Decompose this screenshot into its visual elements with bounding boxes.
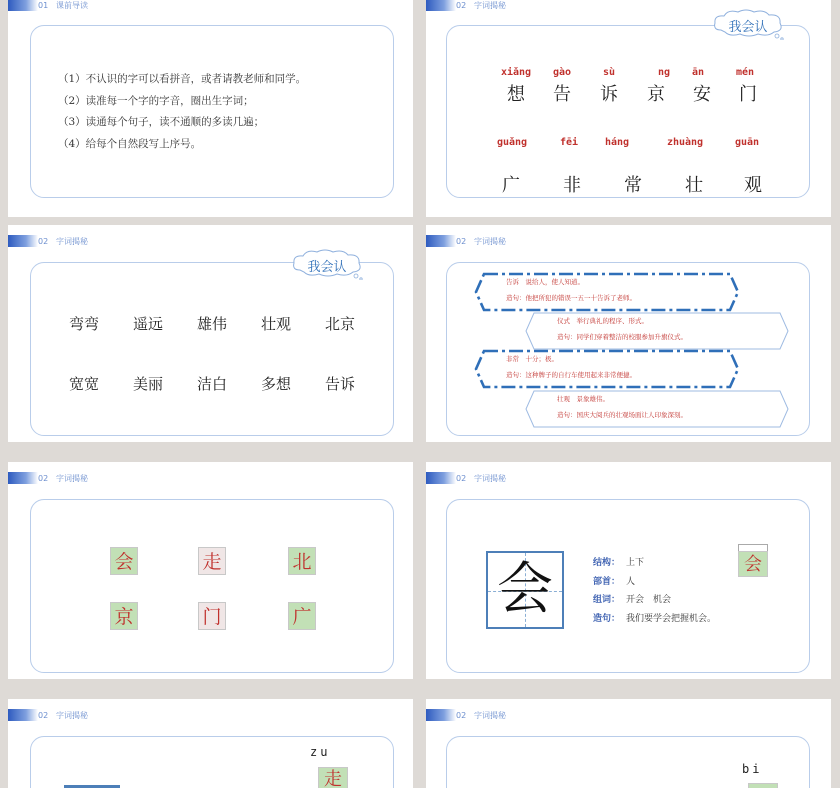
header-title: 字词揭秘 bbox=[474, 0, 506, 10]
hanzi: 门 bbox=[739, 84, 757, 105]
guide-line: （3）读通每个句子，读不通顺的多读几遍； bbox=[58, 116, 265, 128]
char-tile[interactable]: 会 bbox=[110, 547, 138, 575]
slide-6[interactable] bbox=[426, 462, 831, 679]
slide-header bbox=[426, 234, 506, 248]
header-number: 01 bbox=[38, 0, 49, 10]
slide-5[interactable] bbox=[8, 462, 413, 679]
pinyin-label: zu bbox=[310, 745, 331, 759]
vocab-word: 遥远 bbox=[132, 315, 163, 333]
hanzi: 非 bbox=[563, 175, 581, 196]
example-sentence: 造句：他把所犯的错误一五一十告诉了老师。 bbox=[506, 294, 636, 302]
big-character: 会 bbox=[497, 557, 553, 622]
slide-2[interactable] bbox=[426, 0, 831, 217]
definition-item bbox=[557, 313, 687, 345]
example-sentence: 造句：国庆大阅兵的壮观场面让人印象深刻。 bbox=[557, 411, 687, 419]
info-key: 组词： bbox=[593, 595, 621, 605]
cloud-bubble bbox=[711, 8, 785, 40]
header-bar bbox=[426, 235, 456, 247]
character-grid bbox=[486, 551, 564, 629]
hanzi: 京 bbox=[647, 84, 665, 105]
vocab-word: 美丽 bbox=[132, 375, 163, 393]
slide-header bbox=[8, 0, 88, 12]
content-frame bbox=[30, 499, 394, 673]
header-title: 字词揭秘 bbox=[56, 236, 88, 246]
header-number: 02 bbox=[456, 0, 467, 10]
tile-bracket bbox=[738, 544, 768, 551]
char-tile[interactable]: 会 bbox=[738, 551, 768, 577]
pinyin: ān bbox=[691, 67, 705, 78]
header-title: 字词揭秘 bbox=[56, 473, 88, 483]
char-tile[interactable]: 广 bbox=[288, 602, 316, 630]
vocab-word: 北京 bbox=[324, 315, 355, 333]
header-number: 02 bbox=[38, 236, 49, 246]
guide-line: （4）给每个自然段写上序号。 bbox=[58, 137, 202, 150]
pinyin: guān bbox=[734, 137, 760, 148]
definition-item bbox=[506, 351, 636, 383]
header-bar bbox=[8, 235, 38, 247]
example-sentence: 造句：同学们穿着整洁的校服参加升旗仪式。 bbox=[557, 333, 687, 341]
header-title: 字词揭秘 bbox=[56, 710, 88, 720]
vocab-word: 宽宽 bbox=[68, 375, 99, 393]
header-number: 02 bbox=[456, 710, 467, 720]
info-key: 结构： bbox=[593, 558, 621, 568]
definition-text: 告诉 说给人，使人知道。 bbox=[506, 278, 584, 286]
hanzi: 广 bbox=[502, 175, 520, 196]
header-title: 课前导读 bbox=[56, 0, 88, 10]
slide-header bbox=[8, 708, 88, 722]
char-tile[interactable]: 门 bbox=[198, 602, 226, 630]
char-tile[interactable]: 京 bbox=[110, 602, 138, 630]
pinyin-label: bi bbox=[742, 762, 763, 776]
char-tile[interactable]: 北 bbox=[288, 547, 316, 575]
pinyin: xiǎng bbox=[500, 67, 532, 78]
content-frame bbox=[30, 262, 394, 436]
info-value: 上下 bbox=[626, 558, 645, 568]
hanzi: 观 bbox=[744, 175, 762, 196]
vocab-word: 雄伟 bbox=[196, 315, 227, 333]
cloud-label: 我会认 bbox=[728, 20, 768, 35]
info-value: 人 bbox=[626, 576, 636, 587]
definition-text: 仪式 举行典礼的程序、形式。 bbox=[557, 317, 648, 325]
info-key: 造句： bbox=[593, 613, 621, 624]
slide-7[interactable] bbox=[8, 699, 413, 788]
header-bar bbox=[8, 472, 38, 484]
definition-item bbox=[557, 391, 687, 423]
header-bar bbox=[426, 0, 456, 11]
char-tile[interactable]: 走 bbox=[318, 767, 348, 788]
hanzi: 安 bbox=[693, 84, 711, 105]
hanzi: 壮 bbox=[685, 175, 703, 196]
char-tile[interactable]: 走 bbox=[198, 547, 226, 575]
pinyin: mén bbox=[735, 67, 755, 78]
info-value: 我们要学会把握机会。 bbox=[626, 613, 717, 624]
reading-guide bbox=[58, 69, 306, 155]
cloud-bubble bbox=[290, 248, 364, 280]
guide-line: （2）读准每一个字的字音，圈出生字词； bbox=[58, 94, 254, 107]
vocab-word: 弯弯 bbox=[68, 315, 99, 333]
char-info bbox=[593, 554, 716, 628]
vocab-word: 多想 bbox=[260, 375, 291, 393]
header-bar bbox=[8, 0, 38, 11]
hanzi: 诉 bbox=[600, 84, 618, 105]
pinyin: guǎng bbox=[496, 137, 528, 148]
slide-header bbox=[8, 234, 88, 248]
slide-8[interactable] bbox=[426, 699, 831, 788]
definition-text: 壮观 景象雄伟。 bbox=[557, 395, 609, 403]
example-sentence: 造句：这种牌子的自行车使用起来非常便捷。 bbox=[506, 371, 636, 379]
definition-text: 非常 十分；极。 bbox=[506, 355, 558, 363]
slide-3[interactable] bbox=[8, 225, 413, 442]
slide-4[interactable] bbox=[426, 225, 831, 442]
guide-line: （1）不认识的字可以看拼音，或者请教老师和同学。 bbox=[58, 73, 307, 85]
header-number: 02 bbox=[456, 473, 467, 483]
header-number: 02 bbox=[38, 473, 49, 483]
header-bar bbox=[8, 709, 38, 721]
vocab-word: 壮观 bbox=[260, 315, 291, 333]
header-number: 02 bbox=[456, 236, 467, 246]
vocab-word: 告诉 bbox=[324, 375, 355, 393]
info-key: 部首： bbox=[593, 576, 621, 587]
pinyin: fēi bbox=[559, 137, 579, 148]
hanzi: 告 bbox=[553, 84, 571, 105]
slide-header bbox=[426, 0, 506, 12]
definition-item bbox=[506, 274, 636, 306]
header-title: 字词揭秘 bbox=[474, 710, 506, 720]
hanzi: 想 bbox=[507, 84, 525, 105]
header-title: 字词揭秘 bbox=[474, 473, 506, 483]
header-title: 字词揭秘 bbox=[474, 236, 506, 246]
pinyin: gào bbox=[552, 67, 572, 78]
pinyin: ng bbox=[657, 67, 671, 78]
slide-header bbox=[8, 471, 88, 485]
info-value: 开会 机会 bbox=[626, 595, 672, 605]
pinyin: háng bbox=[604, 137, 630, 148]
pinyin: zhuàng bbox=[666, 137, 704, 148]
slide-header bbox=[426, 471, 506, 485]
header-number: 02 bbox=[38, 710, 49, 720]
cloud-label: 我会认 bbox=[307, 260, 347, 275]
char-tile[interactable] bbox=[748, 783, 778, 788]
header-bar bbox=[426, 472, 456, 484]
slide-header bbox=[426, 708, 506, 722]
hanzi: 常 bbox=[624, 175, 642, 196]
slide-1[interactable] bbox=[8, 0, 413, 217]
header-bar bbox=[426, 709, 456, 721]
pinyin: sù bbox=[602, 67, 616, 78]
vocab-word: 洁白 bbox=[196, 375, 227, 393]
